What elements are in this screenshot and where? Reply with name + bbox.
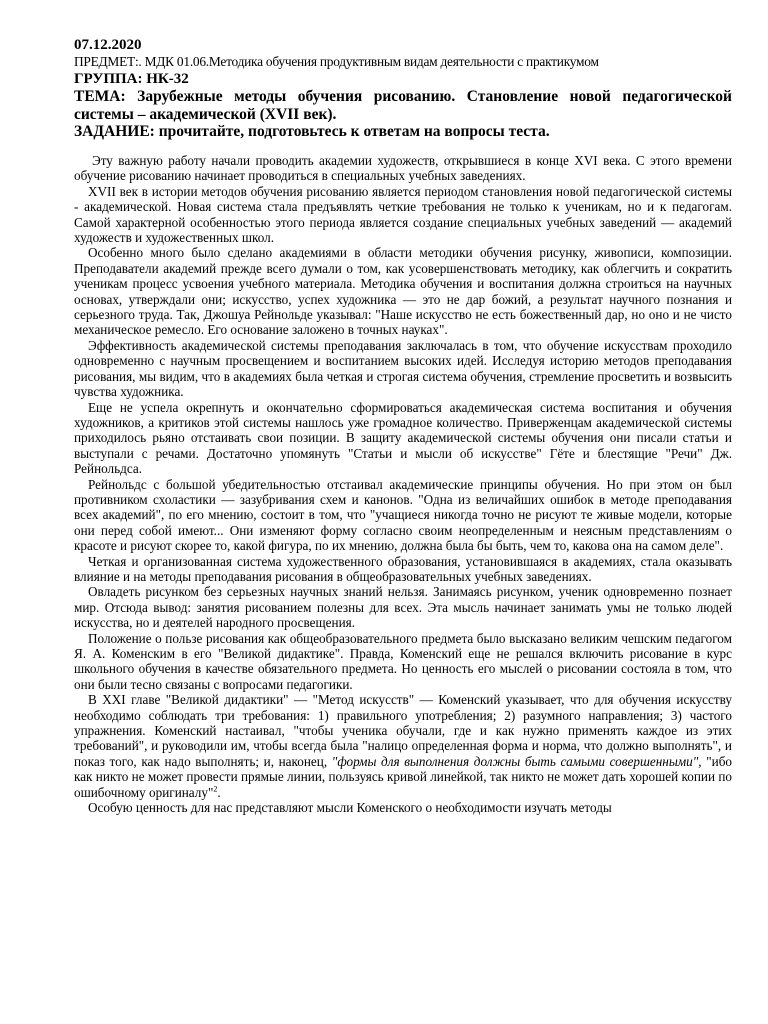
paragraph-4: Эффективность академической системы преподавания заключалась в том, что обучение искусствам проходило одновременно с научным просвещением и воспитанием высоких идей. Исследуя историю методов преподавания рисования, мы видим, что в академиях была четкая и строгая система обучения, стремление просветить и возвысить чувства художника. [74, 337, 732, 400]
lesson-date: 07.12.2020 [74, 37, 142, 53]
paragraph-10-text-start: В XXI главе "Великой дидактики" — "Метод искусств" — Коменский указывает, что для обучения искусству необходимо соблюдать три требования: 1) правильного употребления; 2) разумного направления; 3) частого упражнения. Коменский настаивал, "чтобы ученика обучали, где и как нужно применять каждое из этих требований", и руководили им, чтобы всегда была "налицо определенная форма и норма, что должно выполнять", и показ того, как надо выполнять; и, наконец, [74, 692, 732, 769]
lesson-group: ГРУППА: НК-32 [74, 71, 189, 87]
paragraph-11: Особую ценность для нас представляют мысли Коменского о необходимости изучать методы [88, 800, 612, 816]
paragraph-6: Рейнольдс с большой убедительностью отстаивал академические принципы обучения. Но при этом он был противником схоластики — зазубривания схем и канонов. "Одна из величайших ошибок в методе преподавания всех академий", по его мнению, состоит в том, что "учащиеся никогда точно не рисуют те живые модели, которые они перед собой имеют... Они изменяют форму согласно своим неопределенным и неясным представлениям о красоте и рисуют скорее то, какой фигура, по их мнению, должна была бы быть, чем то, какова она на самом деле". [74, 476, 732, 554]
lesson-task: ЗАДАНИЕ: прочитайте, подготовьтесь к ответам на вопросы теста. [74, 123, 550, 140]
footnote-marker: 2 [213, 784, 218, 794]
paragraph-10-italic-quote: "формы для выполнения должны быть самыми совершенными", [331, 753, 702, 769]
lesson-subject: ПРЕДМЕТ:. МДК 01.06.Методика обучения продуктивным видам деятельности с практикумом [74, 54, 599, 69]
document-body [74, 153, 732, 815]
document-header [74, 36, 732, 141]
lesson-topic: ТЕМА: Зарубежные методы обучения рисованию. Становление новой педагогической системы – академической (XVII век). [74, 88, 732, 123]
paragraph-9: Положение о пользе рисования как общеобразовательного предмета было высказано великим чешским педагогом Я. А. Коменским в его "Великой дидактике". Правда, Коменский еще не решался включить рисование в курс школьного обучения в качестве обязательного предмета. Но ценность его мыслей о рисовании состояла в том, что они были тесно связаны с вопросами педагогики. [74, 630, 732, 692]
paragraph-7: Четкая и организованная система художественного образования, установившаяся в академиях, стала оказывать влияние и на методы преподавания рисования в общеобразовательных учебных заведениях. [74, 553, 732, 584]
paragraph-10-text-end: "ибо как никто не может провести прямые линии, пользуясь кривой линейкой, так никто не может дать хорошей копии по ошибочному оригиналу" [74, 753, 732, 800]
paragraph-10-period: . [217, 784, 221, 800]
paragraph-3: Особенно много было сделано академиями в области методики обучения рисунку, живописи, композиции. Преподаватели академий прежде всего думали о том, как усовершенствовать методику, как облегчить и сократить ученикам процесс усвоения учебного материала. Методика обучения и воспитания должна строиться на научных основах, утверждали они; искусство, успех художника — это не дар божий, а результат научного познания и серьезного труда. Так, Джошуа Рейнольде указывал: "Наше искусство не есть божественный дар, но оно и не чисто механическое ремесло. Его основание заложено в точных науках". [74, 245, 732, 338]
paragraph-2: XVII век в истории методов обучения рисованию является периодом становления новой педагогической системы - академической. Новая система стала предъявлять четкие требования не только к ученикам, но и к педагогам. Самой характерной особенностью этого периода является создание специальных учебных заведений — академий художеств и художественных школ. [74, 183, 732, 246]
paragraph-1: Эту важную работу начали проводить академии художеств, открывшиеся в конце XVI века. С этого времени обучение рисованию начинает проводиться в специальных учебных заведениях. [74, 153, 732, 184]
paragraph-8: Овладеть рисунком без серьезных научных знаний нельзя. Занимаясь рисунком, ученик одновременно познает мир. Отсюда вывод: занятия рисованием полезны для всех. Эта мысль начинает занимать умы не только людей искусства, но и деятелей народного просвещения. [74, 584, 732, 631]
paragraph-5: Еще не успела окрепнуть и окончательно сформироваться академическая система воспитания и обучения художников, а критиков этой системы нашлось уже громадное количество. Приверженцам академической системы приходилось рьяно отстаивать свои позиции. В защиту академической системы обучения они писали статьи и выступали с речами. Достаточно упомянуть "Статьи и мысли об искусстве" Гёте и блестящие "Речи" Дж. Рейнольдса. [74, 399, 732, 477]
paragraph-10 [74, 692, 732, 800]
